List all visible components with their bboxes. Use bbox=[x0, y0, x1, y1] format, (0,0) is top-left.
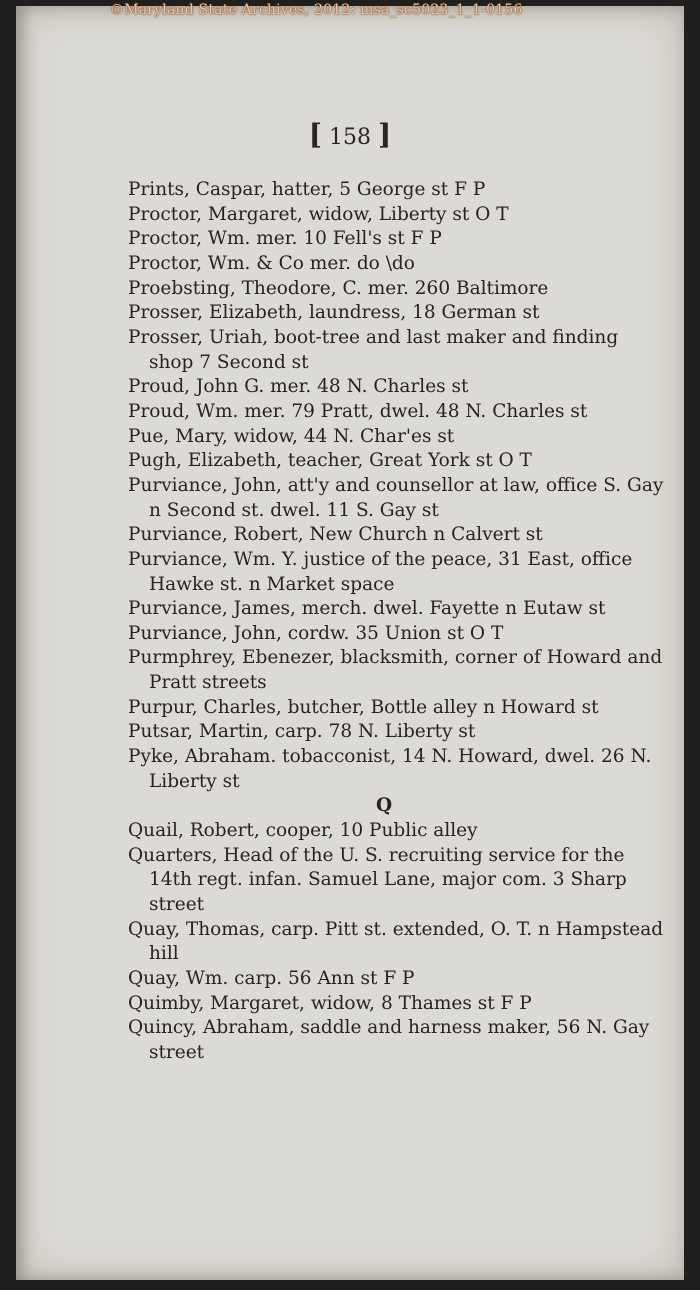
section-letter-heading: Q bbox=[375, 795, 393, 817]
page-number-value: 158 bbox=[329, 125, 371, 150]
directory-entry: Purviance, Wm. Y. justice of the peace, 31 East, office Hawke st. n Market space bbox=[128, 548, 633, 595]
directory-entry: Purmphrey, Ebenezer, blacksmith, corner of Howard and Pratt streets bbox=[128, 647, 663, 694]
directory-entry: Purviance, John, cordw. 35 Union st O T bbox=[128, 622, 504, 644]
directory-entry: Quay, Thomas, carp. Pitt st. extended, O. T. n Hampstead hill bbox=[128, 918, 664, 965]
page-number bbox=[0, 118, 700, 151]
directory-entry: Pue, Mary, widow, 44 N. Char'es st bbox=[128, 425, 455, 447]
left-bracket: [ bbox=[308, 118, 322, 151]
directory-entry: Pugh, Elizabeth, teacher, Great York st O T bbox=[128, 450, 532, 472]
directory-entry: Quay, Wm. carp. 56 Ann st F P bbox=[128, 968, 415, 989]
directory-entry: Putsar, Martin, carp. 78 N. Liberty st bbox=[128, 721, 476, 743]
directory-entry: Proctor, Wm. & Co mer. do \do bbox=[128, 252, 415, 274]
directory-entry: Quimby, Margaret, widow, 8 Thames st F P bbox=[128, 992, 532, 1014]
archive-watermark: ©Maryland State Archives, 2012: msa_sc5023_1_1-0156 bbox=[110, 2, 523, 18]
directory-entry: Pyke, Abraham. tobacconist, 14 N. Howard, dwel. 26 N. Liberty st bbox=[128, 746, 652, 792]
directory-entry: Purviance, James, merch. dwel. Fayette n Eutaw st bbox=[128, 598, 606, 620]
directory-entry: Prints, Caspar, hatter, 5 George st F P bbox=[128, 179, 486, 200]
directory-entry: Prosser, Elizabeth, laundress, 18 German st bbox=[128, 302, 540, 324]
directory-entry: Proctor, Wm. mer. 10 Fell's st F P bbox=[128, 228, 442, 250]
directory-entries bbox=[128, 178, 668, 1066]
directory-entry: Purviance, Robert, New Church n Calvert st bbox=[128, 524, 543, 546]
directory-entry: Proud, Wm. mer. 79 Pratt, dwel. 48 N. Charles st bbox=[128, 400, 588, 422]
directory-entry: Purviance, John, att'y and counsellor at law, office S. Gay n Second st. dwel. 11 S. Gay st bbox=[128, 474, 664, 521]
directory-entry: Proctor, Margaret, widow, Liberty st O T bbox=[128, 203, 509, 225]
directory-entry: Quail, Robert, cooper, 10 Public alley bbox=[128, 820, 478, 842]
right-bracket: ] bbox=[378, 118, 392, 151]
directory-entry: Prosser, Uriah, boot-tree and last maker and finding shop 7 Second st bbox=[128, 326, 619, 373]
directory-entry: Quincy, Abraham, saddle and harness maker, 56 N. Gay street bbox=[128, 1017, 650, 1063]
directory-entry: Proebsting, Theodore, C. mer. 260 Baltimore bbox=[128, 277, 549, 299]
directory-entry: Purpur, Charles, butcher, Bottle alley n Howard st bbox=[128, 696, 599, 718]
directory-entry: Proud, John G. mer. 48 N. Charles st bbox=[128, 376, 469, 398]
directory-entry: Quarters, Head of the U. S. recruiting service for the 14th regt. infan. Samuel Lane, major com. 3 Sharp street bbox=[128, 844, 627, 916]
